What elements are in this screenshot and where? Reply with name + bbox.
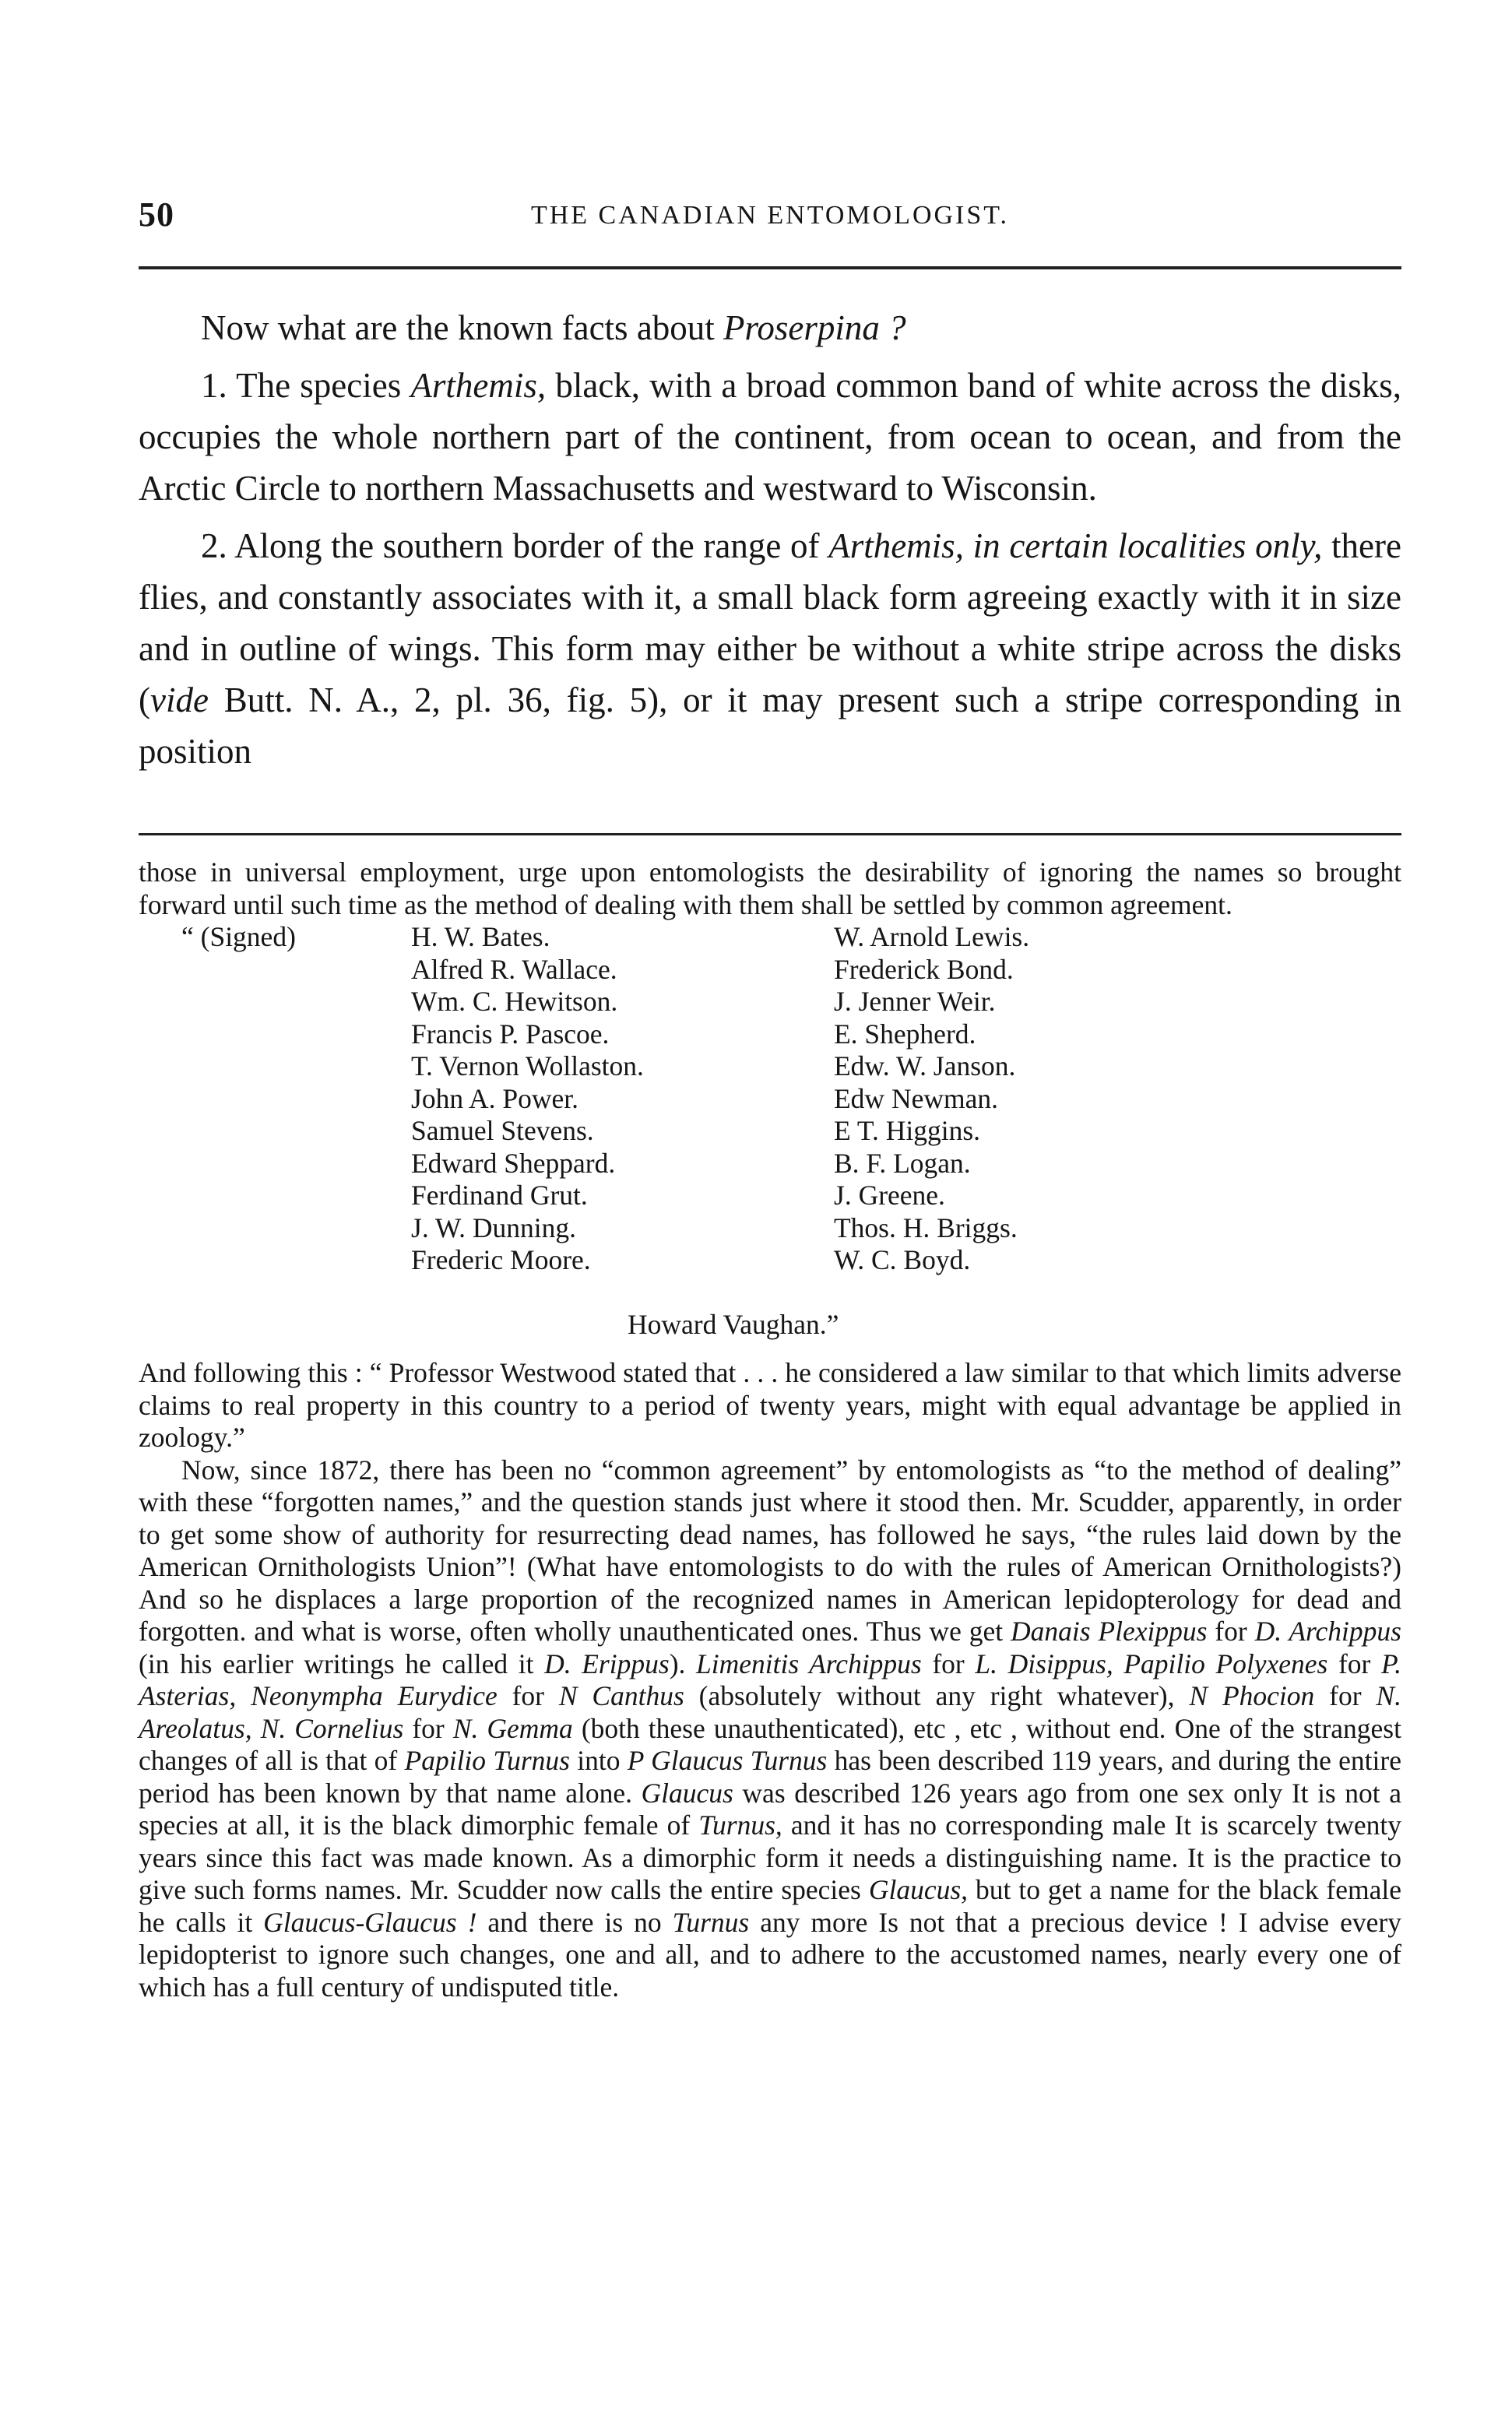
species-name: Arthemis, (828, 526, 964, 565)
signer-name: Wm. C. Hewitson. (411, 986, 618, 1017)
footnote-opening: those in universal employment, urge upon entomologists the desirability of ignoring the names so brought forward until such time as the method of dealing with them shall be settled by common agreement. (139, 856, 1401, 920)
signer-name: Samuel Stevens. (411, 1115, 594, 1146)
italic-phrase: in certain localities only, (972, 526, 1323, 565)
taxon-name: Glaucus (641, 1777, 733, 1809)
signer-name: Francis P. Pascoe. (411, 1018, 610, 1050)
signer-name: E T. Higgins. (834, 1115, 981, 1146)
taxon-name: P Glaucus Turnus (627, 1745, 828, 1776)
signer-name: T. Vernon Wollaston. (411, 1050, 644, 1081)
taxon-name: D. Erippus (544, 1648, 670, 1679)
signers-right-column (834, 921, 1029, 1277)
running-title: THE CANADIAN ENTOMOLOGIST. (530, 201, 1010, 230)
page-number: 50 (139, 195, 174, 234)
footnote (139, 856, 1401, 2003)
page-header (139, 195, 1401, 241)
taxon-name: N. Areolatus, N. Cornelius (139, 1680, 1401, 1744)
header-rule (139, 266, 1401, 269)
vide-word: vide (150, 680, 209, 719)
following-paragraph: And following this : “ Professor Westwood stated that . . . he considered a law similar to that which limits adverse claims to real property in this country to a period of twenty years, might with equal advantage be applied in zoology.” (139, 1357, 1401, 1453)
taxon-name: P. Asterias, Neonympha Eurydice (139, 1648, 1401, 1711)
signer-name: Edw. W. Janson. (834, 1050, 1016, 1081)
signers-left-column (411, 921, 644, 1277)
signer-name: Thos. H. Briggs. (834, 1212, 1018, 1243)
taxon-name: L. Disippus, Papilio Polyxenes (975, 1648, 1328, 1679)
signer-name: E. Shepherd. (834, 1018, 976, 1050)
footnote-rule (139, 833, 1401, 835)
signer-name: Edw Newman. (834, 1082, 998, 1114)
taxon-name: Limenitis Archippus (696, 1648, 922, 1679)
signer-name: J. W. Dunning. (411, 1212, 577, 1243)
signer-name: J. Greene. (834, 1180, 945, 1211)
signer-name: W. Arnold Lewis. (834, 921, 1030, 952)
signer-name: Ferdinand Grut. (411, 1180, 588, 1211)
taxon-name: Glaucus, (868, 1874, 969, 1905)
taxon-name: N Phocion (1189, 1680, 1315, 1711)
taxon-name: Glaucus-Glaucus ! (263, 1906, 477, 1938)
signer-name: J. Jenner Weir. (834, 986, 996, 1017)
taxon-name: N Canthus (558, 1680, 684, 1711)
signer-name: Alfred R. Wallace. (411, 953, 617, 985)
taxon-name: Papilio Turnus (404, 1745, 570, 1776)
proserpina-name: Proserpina ? (723, 308, 906, 347)
taxon-name: D. Archippus (1254, 1616, 1401, 1647)
taxon-name: Turnus, (698, 1809, 782, 1841)
taxon-name: N. Gemma (452, 1712, 573, 1744)
now-paragraph: Now, since 1872, there has been no “common agreement” by entomologists as “to the method of dealing” with these “forgotten names,” and the question stands just where it stood then. Mr. Scudder, apparently, in order to get some show of authority for resurrecting dead names, has followed he says, “the rules laid down by the American Ornithologists Union”! (What have entomologists to do with the rules of American Ornithologists?) And so he displaces a large proportion of the recognized names in American lepidopterology for dead and forgotten. and what is worse, often wholly unauthenticated ones. Thus we get Danais Plexippus for D. Archippus (in his earlier writings he called it D. Erippus). Limenitis Archippus for L. Disippus, Papilio Polyxenes for P. Asterias, Neonympha Eurydice for N Canthus (absolutely without any right whatever), N Phocion for N. Areolatus, N. Cornelius for N. Gemma (both these unauthenticated), etc , etc , without end. One of the strangest changes of all is that of Papilio Turnus into P Glaucus Turnus has been described 119 years, and during the entire period has been known by that name alone. Glaucus was described 126 years ago from one sex only It is not a species at all, it is the black dimorphic female of Turnus, and it has no corresponding male It is scarcely twenty years since this fact was made known. As a dimorphic form it needs a distinguishing name. It is the practice to give such forms names. Mr. Scudder now calls the entire species Glaucus, but to get a name for the black female he calls it Glaucus-Glaucus ! and there is no Turnus any more Is not that a precious device ! I advise every lepidopterist to ignore such changes, one and all, and to adhere to the accustomed names, nearly every one of which has a full century of undisputed title. (139, 1454, 1402, 2003)
signed-label: “ (Signed) (181, 921, 296, 952)
signer-name: Frederic Moore. (411, 1244, 591, 1275)
intro-paragraph: Now what are the known facts about Proserpina ? (201, 308, 906, 347)
signer-name: W. C. Boyd. (834, 1244, 971, 1275)
signer-name: H. W. Bates. (411, 921, 550, 952)
species-name: Arthemis, (410, 366, 547, 405)
paragraph-2: 2. Along the southern border of the range of Arthemis, in certain localities only, there flies, and constantly associates with it, a small black form agreeing exactly with it in size and in outline of wings. This form may either be without a white stripe across the disks (vide Butt. N. A., 2, pl. 36, fig. 5), or it may present such a stripe corresponding in position (139, 526, 1401, 771)
signer-name: B. F. Logan. (834, 1147, 971, 1179)
document-page (139, 0, 1401, 2416)
taxon-name: Turnus (672, 1906, 750, 1938)
signatures-block (139, 921, 1401, 1357)
taxon-name: Danais Plexippus (1010, 1616, 1208, 1647)
signer-name: Frederick Bond. (834, 953, 1014, 985)
last-signer: Howard Vaughan.” (628, 1309, 839, 1340)
paragraph-1: 1. The species Arthemis, black, with a broad common band of white across the disks, occupies the whole northern part of the continent, from ocean to ocean, and from the Arctic Circle to northern Massachusetts and westward to Wisconsin. (139, 366, 1401, 508)
signer-name: John A. Power. (411, 1082, 578, 1114)
signer-name: Edward Sheppard. (411, 1147, 616, 1179)
main-text (139, 302, 1401, 777)
